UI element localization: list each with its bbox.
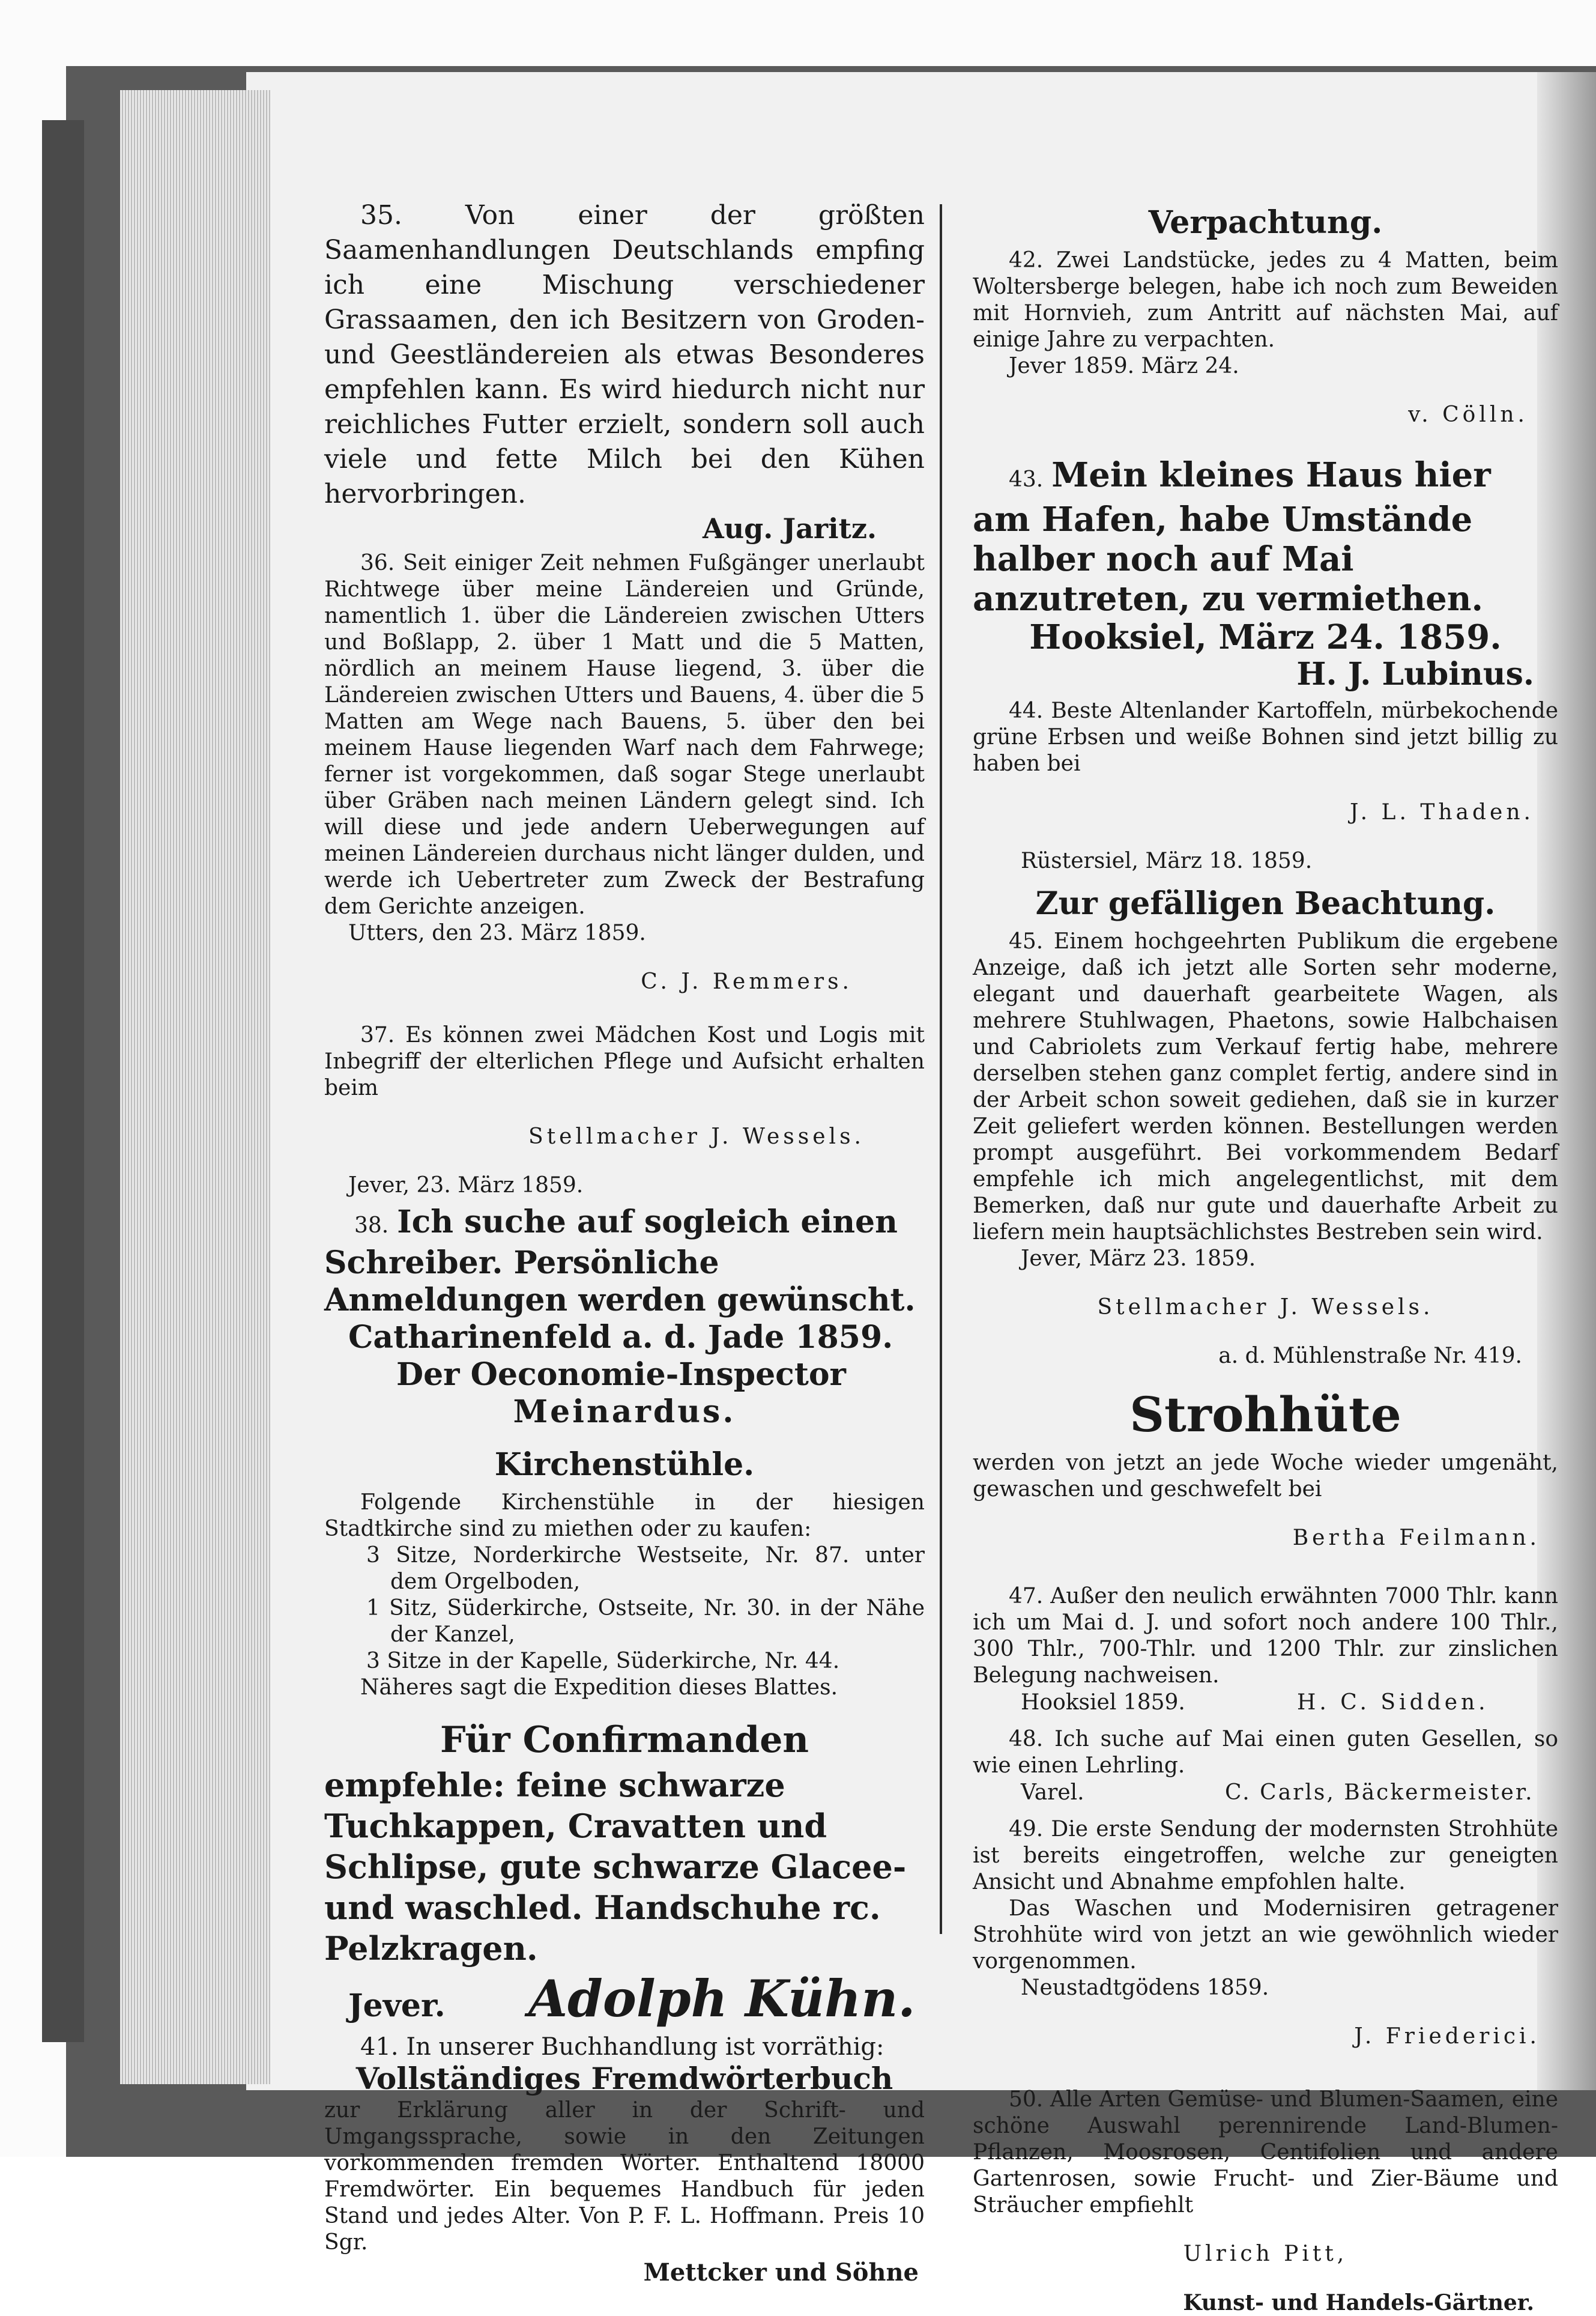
ad-45-text: 45. Einem hochgeehrten Publikum die ergebene Anzeige, daß ich jetzt alle Sorten sehr moderne, elegant und dauerhaft gearbeitete Wagen, als mehrere Stuhlwagen, Phaetons, sowie Halbchaisen und Cabriolets zum Verkauf fertig habe, mehrere derselben stehen ganz complet fertig, andere sind in der Arbeit schon soweit gediehen, daß sie in kurzer Zeit geliefert werden können. Bestellungen werden prompt ausgeführt. Bei vorkommendem Bedarf empfehle ich mich angelegentlichst, mit dem Bemerken, daß nur gute und dauerhafte Arbeit zu liefern mein hauptsächlichstes Bestreben sein wird. bbox=[973, 929, 1558, 1244]
ad-44-signature: J. L. Thaden. bbox=[1350, 800, 1534, 825]
ad-41-text: zur Erklärung aller in der Schrift- und Umgangssprache, sowie in den Zeitungen vorkommenden fremden Wörter. Enthaltend 18000 Fremdwörter. Ein bequemes Handbuch für jeden Stand und jedes Alter. Von P. F. L. Hoffmann. Preis 10 Sgr. bbox=[324, 2098, 925, 2255]
ad-41-title: Vollständiges Fremdwörterbuch bbox=[355, 2061, 893, 2096]
ad-38-place: Catharinenfeld a. d. Jade 1859. bbox=[348, 1319, 893, 1356]
ad-39-item-1: 3 Sitze, Norderkirche Westseite, Nr. 87. unter dem Orgelboden, bbox=[366, 1543, 925, 1594]
ad-38-signature-name: Meinardus. bbox=[513, 1393, 736, 1430]
ad-42-heading: Verpachtung. bbox=[1148, 204, 1383, 241]
ad-38-signature-title: Der Oeconomie-Inspector bbox=[396, 1356, 846, 1393]
ad-43 bbox=[973, 455, 1558, 693]
right-column bbox=[973, 198, 1558, 2316]
ad-46-text: werden von jetzt an jede Woche wieder umgenäht, gewaschen und geschwefelt bei bbox=[973, 1451, 1558, 1502]
ad-49-text: 49. Die erste Sendung der modernsten Strohhüte ist bereits eingetroffen, welche zur geneigten Ansicht und Abnahme empfohlen halte. bbox=[973, 1817, 1558, 1894]
ad-49-signature: J. Friederici. bbox=[1354, 2024, 1540, 2049]
ad-43-text bbox=[973, 455, 1558, 619]
ad-46-signature: Bertha Feilmann. bbox=[1292, 1526, 1540, 1550]
ad-40-text: empfehle: feine schwarze Tuchkappen, Cravatten und Schlipse, gute schwarze Glacee- und waschled. Handschuhe rc. Pelzkragen. bbox=[324, 1766, 907, 1968]
ad-48-place: Varel. bbox=[1021, 1780, 1084, 1805]
ad-35-signature: Aug. Jaritz. bbox=[703, 512, 877, 545]
ad-40-signature: Adolph Kühn. bbox=[528, 1969, 916, 2028]
ad-42 bbox=[973, 202, 1558, 429]
ad-50-signature-title: Kunst- und Handels-Gärtner. bbox=[1183, 2290, 1534, 2315]
ad-49-place: Neustadtgödens 1859. bbox=[1021, 1975, 1269, 2000]
ad-45-signature: Stellmacher J. Wessels. bbox=[1097, 1295, 1434, 1320]
ad-46 bbox=[973, 1381, 1558, 1552]
ad-40-heading: Für Confirmanden bbox=[440, 1719, 809, 1761]
ad-40 bbox=[324, 1719, 925, 2029]
ad-37 bbox=[324, 1022, 925, 1199]
ad-50-text: 50. Alle Arten Gemüse- und Blumen-Saamen, eine schöne Auswahl perennirende Land-Blumen-Pflanzen, Moosrosen, Centifolien und andere Gartenrosen, sowie Frucht- und Zier-Bäume und Sträucher empfiehlt bbox=[973, 2087, 1558, 2217]
ad-36-place: Utters, den 23. März 1859. bbox=[348, 921, 646, 945]
ad-39-item-3: 3 Sitze in der Kapelle, Süderkirche, Nr. 44. bbox=[366, 1649, 840, 1673]
ad-41-signature: Mettcker und Söhne bbox=[643, 2258, 919, 2287]
ad-39-intro: Folgende Kirchenstühle in der hiesigen Stadtkirche sind zu miethen oder zu kaufen: bbox=[324, 1490, 925, 1541]
ad-45-address: a. d. Mühlenstraße Nr. 419. bbox=[1218, 1344, 1522, 1368]
ad-37-signature: Stellmacher J. Wessels. bbox=[528, 1124, 865, 1149]
ad-38 bbox=[324, 1204, 925, 1431]
left-column bbox=[324, 198, 925, 2290]
ad-45-heading: Zur gefälligen Beachtung. bbox=[1035, 885, 1496, 922]
ad-39-heading: Kirchenstühle. bbox=[494, 1446, 755, 1483]
ad-37-place: Jever, 23. März 1859. bbox=[348, 1173, 584, 1198]
ad-44-place: Rüstersiel, März 18. 1859. bbox=[1021, 849, 1313, 873]
ad-48 bbox=[973, 1726, 1558, 1807]
ad-47-place: Hooksiel 1859. bbox=[1021, 1690, 1185, 1715]
ad-38-text bbox=[324, 1204, 925, 1319]
ad-42-text: 42. Zwei Landstücke, jedes zu 4 Matten, beim Woltersberge belegen, habe ich noch zum Beweiden mit Hornvieh, zum Antritt auf nächsten Mai, auf einige Jahre zu verpachten. bbox=[973, 248, 1558, 352]
ad-35-text: 35. Von einer der größten Saamenhandlungen Deutschlands empfing ich eine Mischung verschiedener Grassaamen, den ich Besitzern von Groden- und Geestländereien als etwas Besonderes empfehlen kann. Es wird hiedurch nicht nur reichliches Futter erzielt, sondern soll auch viele und fette Milch bei den Kühen hervorbringen. bbox=[324, 200, 925, 509]
ad-35 bbox=[324, 198, 925, 545]
ad-46-heading: Strohhüte bbox=[1129, 1386, 1401, 1443]
page-edges bbox=[120, 90, 270, 2084]
ad-40-footer bbox=[324, 1969, 925, 2029]
ad-47-signature: H. C. Sidden. bbox=[1297, 1690, 1489, 1715]
ad-48-footer bbox=[973, 1779, 1558, 1807]
ad-43-body: Mein kleines Haus hier am Hafen, habe Umstände halber noch auf Mai anzutreten, zu vermiethen. bbox=[973, 455, 1491, 619]
ad-41-intro: 41. In unserer Buchhandlung ist vorräthig: bbox=[360, 2033, 884, 2061]
ad-36-signature: C. J. Remmers. bbox=[641, 969, 853, 994]
ad-49-text-2: Das Waschen und Modernisiren getragener Strohhüte wird von jetzt an wie gewöhnlich wieder vorgenommen. bbox=[973, 1896, 1558, 1974]
ad-48-text: 48. Ich suche auf Mai einen guten Gesellen, so wie einen Lehrling. bbox=[973, 1727, 1558, 1778]
ad-42-signature: v. Cölln. bbox=[1408, 402, 1528, 427]
ad-43-signature: H. J. Lubinus. bbox=[1296, 656, 1534, 693]
ad-38-body: Ich suche auf sogleich einen Schreiber. Persönliche Anmeldungen werden gewünscht. bbox=[324, 1204, 916, 1318]
ad-39 bbox=[324, 1444, 925, 1701]
ad-42-place: Jever 1859. März 24. bbox=[1009, 354, 1239, 378]
ad-38-number: 38. bbox=[354, 1213, 389, 1238]
ad-47-text: 47. Außer den neulich erwähnten 7000 Thlr. kann ich um Mai d. J. und sofort noch andere 100 Thlr., 300 Thlr., 700-Thlr. und 1200 Thlr. zur zinslichen Belegung nachweisen. bbox=[973, 1584, 1558, 1688]
ad-37-text: 37. Es können zwei Mädchen Kost und Logis mit Inbegriff der elterlichen Pflege und Aufsicht erhalten beim bbox=[324, 1023, 925, 1100]
ad-44-text: 44. Beste Altenlander Kartoffeln, mürbekochende grüne Erbsen und weiße Bohnen sind jetzt billig zu haben bei bbox=[973, 699, 1558, 776]
ad-43-number: 43. bbox=[1009, 467, 1044, 492]
ad-49 bbox=[973, 1816, 1558, 2051]
book-cover-edge bbox=[42, 120, 84, 2042]
ad-36 bbox=[324, 550, 925, 996]
ad-41 bbox=[324, 2034, 925, 2290]
column-rule bbox=[940, 204, 942, 1934]
ad-48-signature: C. Carls, Bäckermeister. bbox=[1225, 1780, 1534, 1805]
ad-40-place: Jever. bbox=[348, 1987, 446, 2024]
ad-50-signature-name: Ulrich Pitt, bbox=[1183, 2242, 1348, 2266]
ad-43-place: Hooksiel, März 24. 1859. bbox=[1029, 617, 1502, 657]
ad-36-text: 36. Seit einiger Zeit nehmen Fußgänger unerlaubt Richtwege über meine Ländereien und Gründe, namentlich 1. über die Ländereien zwischen Utters und Boßlapp, 2. über 1 Matt und die 5 Matten, nördlich an meinem Hause liegend, 3. über die Ländereien zwischen Utters und Bauens, 4. über die 5 Matten am Wege nach Bauens, 5. über den bei meinem Hause liegenden Warf nach dem Fahrwege; ferner ist vorgekommen, daß sogar Stege unerlaubt über Gräben nach meinen Ländern gelegt sind. Ich will diese und jede andern Ueberwegungen auf meinen Ländereien durchaus nicht länger dulden, und werde ich Uebertreter zum Zweck der Bestrafung dem Gerichte anzeigen. bbox=[324, 551, 925, 919]
ad-45-place: Jever, März 23. 1859. bbox=[1021, 1246, 1256, 1271]
ad-45 bbox=[973, 883, 1558, 1369]
ad-50 bbox=[973, 2087, 1558, 2316]
ad-39-footer: Näheres sagt die Expedition dieses Blattes. bbox=[360, 1675, 838, 1700]
ad-39-item-2: 1 Sitz, Süderkirche, Ostseite, Nr. 30. in der Nähe der Kanzel, bbox=[366, 1596, 925, 1647]
ad-47-footer bbox=[973, 1689, 1558, 1717]
ad-47 bbox=[973, 1583, 1558, 1717]
ad-44 bbox=[973, 698, 1558, 875]
